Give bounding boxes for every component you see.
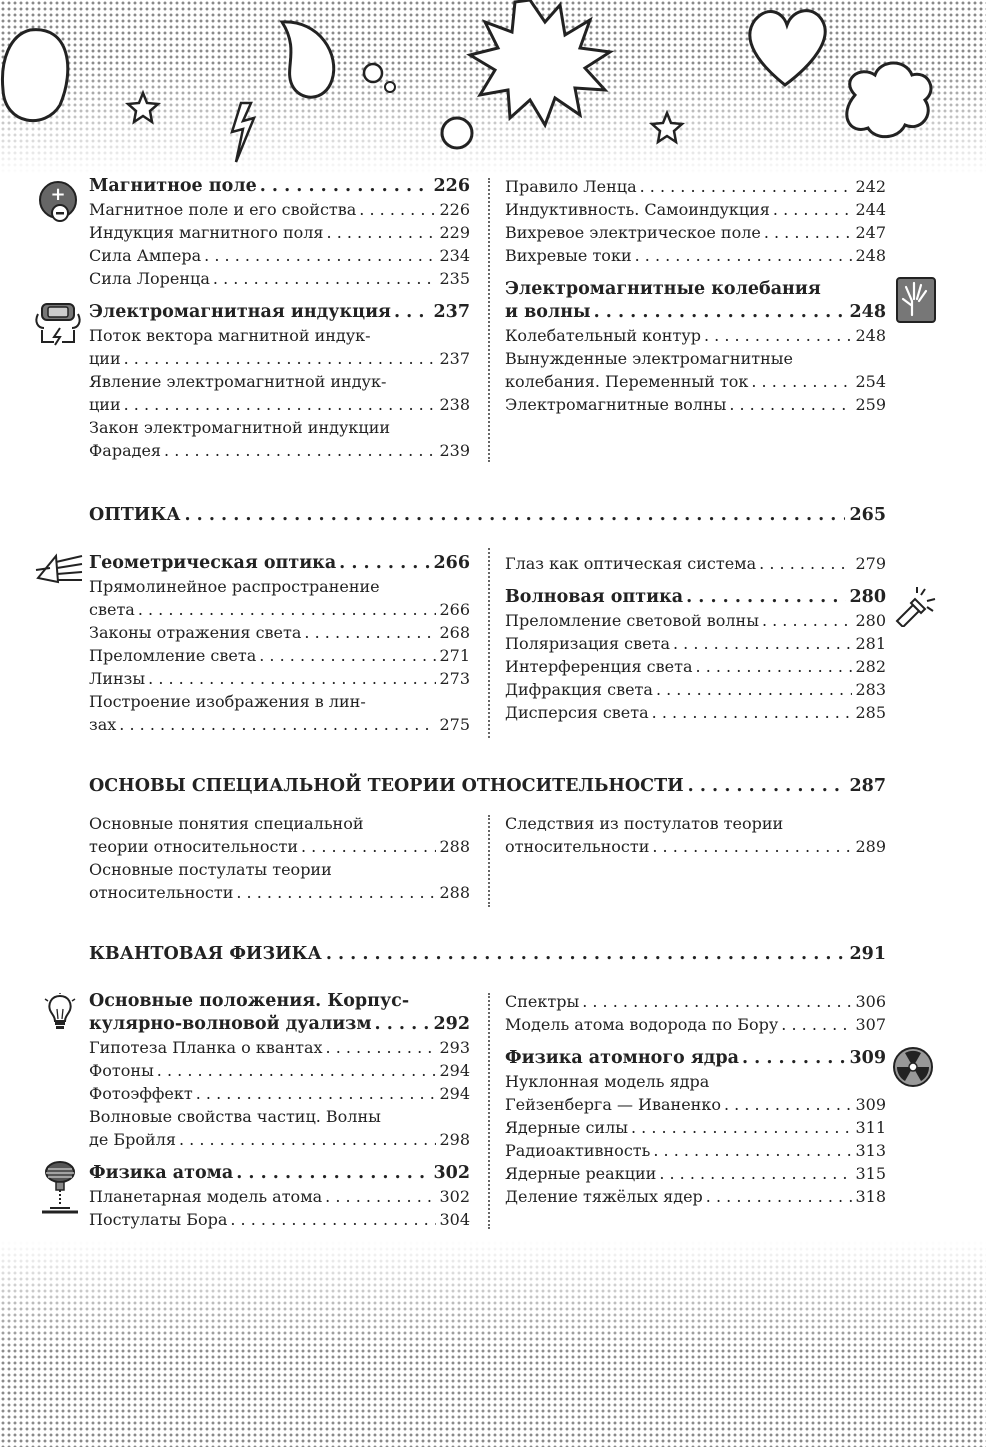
dot-leader [631,1116,852,1139]
entry-page-number: 309 [849,1048,886,1068]
dot-leader [304,621,436,644]
toc-entry[interactable] [89,881,470,904]
toc-entry[interactable] [505,632,886,655]
entry-title: Фотоны [89,1061,154,1080]
dot-leader [179,1128,436,1151]
entry-page-number: 254 [855,372,886,391]
dot-leader [124,347,437,370]
entry-title: Глаз как оптическая система [505,554,757,573]
entry-page-number: 235 [439,269,470,288]
toc-entry[interactable] [89,1128,470,1151]
entry-page-number: 237 [439,349,470,368]
entry-title: Ядерные силы [505,1118,628,1137]
entry-title: света [89,600,135,619]
section-title: КВАНТОВАЯ ФИЗИКА [89,944,322,964]
column-divider [488,815,490,907]
entry-title: Вихревые токи [505,246,632,265]
entry-page-number: 302 [439,1187,470,1206]
toc-entry-line: Поток вектора магнитной индук- [89,326,371,345]
entry-gap [89,1151,470,1162]
entry-title: Радиоактивность [505,1141,651,1160]
entry-page-number: 275 [439,715,470,734]
entry-title: ции [89,395,121,414]
toc-entry[interactable] [505,175,886,198]
column-divider [488,548,490,738]
toc-entry[interactable] [505,990,886,1013]
section-heading-optics [89,505,886,525]
entry-page-number: 229 [439,223,470,242]
relativity-left-column [89,812,470,904]
entry-title: Фотоэффект [89,1084,193,1103]
entry-title: Магнитное поле [89,176,257,196]
toc-entry[interactable] [89,1082,470,1105]
section-heading-quantum [89,944,886,964]
dot-leader [653,1139,852,1162]
dot-leader [138,598,437,621]
quantum-left-column [89,990,470,1231]
cloud-shape [847,63,931,137]
star-shape [652,113,682,142]
entry-title: Правило Ленца [505,177,637,196]
toc-entry[interactable] [505,370,886,393]
toc-entry-line: Следствия из постулатов теории [505,814,784,833]
entry-title: Модель атома водорода по Бору [505,1015,779,1034]
entry-page-number: 307 [855,1015,886,1034]
entry-title: Сила Ампера [89,246,202,265]
dot-leader [635,244,853,267]
entry-page-number: 226 [439,200,470,219]
entry-page-number: 313 [855,1141,886,1160]
toc-entry-line: Построение изображения в лин- [89,692,366,711]
toc-entry[interactable] [505,655,886,678]
dot-leader [706,1185,853,1208]
entry-title: Сила Лоренца [89,269,210,288]
entry-title: Электромагнитные волны [505,395,727,414]
entry-title: Колебательный контур [505,326,701,345]
toc-entry[interactable] [89,621,470,644]
magnetism-left-column [89,175,470,462]
toc-entry[interactable] [89,267,470,290]
dot-leader [148,667,436,690]
entry-page-number: 302 [433,1163,470,1183]
atom-device-icon [40,1160,80,1216]
bubble-shape [442,118,472,148]
toc-entry[interactable] [505,678,886,701]
toc-entry[interactable] [89,1208,470,1231]
toc-entry[interactable] [89,439,470,462]
entry-title: Индуктивность. Самоиндукция [505,200,770,219]
dot-leader [164,439,436,462]
toc-entry[interactable] [505,198,886,221]
toc-entry[interactable] [505,393,886,416]
entry-title: ции [89,349,121,368]
optics-left-column [89,552,470,736]
induction-coil-icon [34,300,82,346]
entry-page-number: 247 [855,223,886,242]
dot-leader [236,881,436,904]
chapter-entry[interactable] [89,1162,470,1185]
svg-text:+: + [50,184,66,205]
entry-title: кулярно-волновой дуализм [89,1014,372,1034]
dot-leader [773,198,853,221]
entry-title: и волны [505,302,591,322]
toc-entry[interactable] [505,835,886,858]
entry-title: Фарадея [89,441,162,460]
chapter-entry[interactable] [89,175,470,198]
toc-entry[interactable] [505,1185,886,1208]
flashlight-icon [893,587,937,627]
dot-leader [260,175,431,198]
entry-title: Дифракция света [505,680,653,699]
entry-page-number: 248 [855,326,886,345]
chapter-title-line: Электромагнитные колебания [505,279,821,299]
toc-entry-line: Основные понятия специальной [89,814,364,833]
entry-title: Дисперсия света [505,703,649,722]
entry-page-number: 271 [439,646,470,665]
column-divider [488,993,490,1229]
optics-right-column [505,552,886,724]
chapter-title-line: Основные положения. Корпус- [89,991,410,1011]
entry-page-number: 292 [433,1014,470,1034]
entry-page-number: 248 [855,246,886,265]
entry-title: Преломление света [89,646,257,665]
entry-title: Ядерные реакции [505,1164,657,1183]
toc-entry[interactable] [89,1059,470,1082]
entry-title: Линзы [89,669,146,688]
entry-title: Планетарная модель атома [89,1187,323,1206]
entry-page-number: 242 [855,177,886,196]
entry-page-number: 279 [855,554,886,573]
entry-page-number: 283 [855,680,886,699]
entry-title: зах [89,715,117,734]
dot-leader [204,244,436,267]
bubble-shape [364,64,382,82]
heart-shape [750,11,825,85]
toc-entry[interactable] [505,324,886,347]
section-page: 291 [849,944,886,964]
entry-page-number: 234 [439,246,470,265]
dot-leader [704,324,852,347]
toc-entry[interactable] [89,713,470,736]
dot-leader [236,1162,430,1185]
entry-title: Электромагнитная индукция [89,302,391,322]
toc-entry-line: Прямолинейное распространение [89,577,380,596]
relativity-right-column [505,812,886,858]
dot-leader [686,586,846,609]
entry-page-number: 248 [849,302,886,322]
section-title: ОСНОВЫ СПЕЦИАЛЬНОЙ ТЕОРИИ ОТНОСИТЕЛЬНОСТИ [89,776,684,796]
toc-entry[interactable] [505,552,886,575]
entry-title: Спектры [505,992,580,1011]
toc-entry[interactable] [89,667,470,690]
dot-leader [325,1185,436,1208]
entry-page-number: 288 [439,837,470,856]
toc-entry[interactable] [505,701,886,724]
dot-leader [724,1093,853,1116]
entry-title: Поляризация света [505,634,670,653]
entry-page-number: 282 [855,657,886,676]
toc-entry-line: Явление электромагнитной индук- [89,372,387,391]
entry-title: Гипотеза Планка о квантах [89,1038,323,1057]
chapter-entry[interactable] [89,1013,470,1036]
dot-leader [759,552,852,575]
star-shape [128,93,158,122]
section-heading-relativity [89,776,886,796]
dot-leader [656,678,853,701]
dot-leader [213,267,437,290]
entry-page-number: 289 [855,837,886,856]
entry-title: Физика атомного ядра [505,1048,739,1068]
entry-gap [505,575,886,586]
dot-leader [230,1208,436,1231]
dot-leader [652,701,853,724]
dot-leader [762,609,853,632]
dot-leader [196,1082,437,1105]
entry-title: Физика атома [89,1163,234,1183]
toc-entry[interactable] [89,1185,470,1208]
blob-shape [2,30,67,121]
dot-leader [781,1013,852,1036]
burst-shape [470,0,610,125]
entry-title: Гейзенберга — Иваненко [505,1095,721,1114]
entry-title: Законы отражения света [89,623,302,642]
entry-title: относительности [505,837,650,856]
dot-leader [119,713,436,736]
toc-entry[interactable] [505,1139,886,1162]
prism-light-icon [34,552,84,586]
entry-title: Волновая оптика [505,587,684,607]
entry-gap [505,1036,886,1047]
quantum-right-column [505,990,886,1208]
entry-gap [89,290,470,301]
entry-gap [505,267,886,278]
toc-entry[interactable] [89,835,470,858]
toc-entry[interactable] [89,644,470,667]
dot-leader [751,370,852,393]
magnetism-right-column [505,175,886,416]
halftone-bottom-band [0,1240,986,1447]
dot-leader [582,990,852,1013]
toc-entry[interactable] [89,198,470,221]
entry-page-number: 298 [439,1130,470,1149]
entry-page-number: 315 [855,1164,886,1183]
entry-title: Интерференция света [505,657,693,676]
section-page: 287 [849,776,886,796]
toc-entry-line: Нуклонная модель ядра [505,1072,710,1091]
bubble-shape [385,82,395,92]
dot-leader [594,301,847,324]
chapter-entry[interactable] [505,586,886,609]
light-bulb-icon [44,993,76,1031]
entry-title: Преломление световой волны [505,611,759,630]
entry-page-number: 273 [439,669,470,688]
entry-page-number: 306 [855,992,886,1011]
dot-leader [301,835,436,858]
entry-page-number: 280 [849,587,886,607]
toc-entry[interactable] [89,347,470,370]
toc-entry-line: Закон электромагнитной индукции [89,418,391,437]
dot-leader [259,644,436,667]
entry-title: теории относительности [89,837,298,856]
entry-page-number: 259 [855,395,886,414]
entry-page-number: 294 [439,1061,470,1080]
dot-leader [375,1013,431,1036]
entry-title: Постулаты Бора [89,1210,228,1229]
section-title: ОПТИКА [89,505,181,525]
toc-entry[interactable] [89,221,470,244]
entry-title: Вихревое электрическое поле [505,223,761,242]
dot-leader [673,632,852,655]
dot-leader [696,655,853,678]
dot-leader [659,1162,852,1185]
entry-title: относительности [89,883,234,902]
entry-page-number: 281 [855,634,886,653]
entry-page-number: 268 [439,623,470,642]
dot-leader [359,198,436,221]
dot-leader [326,1036,437,1059]
comic-doodles [0,0,986,175]
entry-page-number: 311 [855,1118,886,1137]
section-page: 265 [849,505,886,525]
entry-page-number: 237 [433,302,470,322]
toc-entry[interactable] [89,598,470,621]
chapter-entry[interactable] [89,301,470,324]
magnet-plus-minus-icon [38,180,80,222]
dot-leader [729,393,852,416]
dot-leader [764,221,853,244]
dot-leader [394,301,430,324]
toc-entry[interactable] [505,1093,886,1116]
entry-page-number: 238 [439,395,470,414]
toc-entry-line: Вынужденные электромагнитные [505,349,793,368]
entry-title: Магнитное поле и его свойства [89,200,357,219]
toc-entry[interactable] [505,221,886,244]
dot-leader [742,1047,846,1070]
toc-entry-line: Волновые свойства частиц. Волны [89,1107,381,1126]
entry-page-number: 288 [439,883,470,902]
entry-title: Индукция магнитного поля [89,223,324,242]
toc-entry[interactable] [89,1036,470,1059]
entry-title: колебания. Переменный ток [505,372,749,391]
entry-page-number: 309 [855,1095,886,1114]
toc-entry-line: Основные постулаты теории [89,860,332,879]
dot-leader [157,1059,437,1082]
entry-page-number: 244 [855,200,886,219]
entry-page-number: 239 [439,441,470,460]
xray-hand-icon [896,277,936,323]
toc-entry[interactable] [89,393,470,416]
dot-leader [652,835,852,858]
entry-page-number: 285 [855,703,886,722]
chapter-entry[interactable] [505,1047,886,1070]
toc-entry[interactable] [505,609,886,632]
entry-page-number: 266 [433,553,470,573]
entry-title: Геометрическая оптика [89,553,337,573]
entry-page-number: 294 [439,1084,470,1103]
entry-page-number: 280 [855,611,886,630]
chapter-entry[interactable] [89,552,470,575]
lightning-shape [232,103,254,162]
entry-page-number: 266 [439,600,470,619]
toc-entry[interactable] [505,244,886,267]
toc-entry[interactable] [505,1162,886,1185]
toc-entry[interactable] [505,1013,886,1036]
dot-leader [124,393,437,416]
radiation-icon [892,1046,934,1088]
entry-page-number: 226 [433,176,470,196]
dot-leader [640,175,853,198]
column-divider [488,178,490,462]
entry-page-number: 318 [855,1187,886,1206]
entry-page-number: 293 [439,1038,470,1057]
chapter-entry[interactable] [505,301,886,324]
dot-leader [327,221,437,244]
drop-shape [282,22,334,97]
entry-title: де Бройля [89,1130,176,1149]
toc-entry[interactable] [89,244,470,267]
entry-page-number: 304 [439,1210,470,1229]
toc-entry[interactable] [505,1116,886,1139]
dot-leader [339,552,430,575]
entry-title: Деление тяжёлых ядер [505,1187,703,1206]
